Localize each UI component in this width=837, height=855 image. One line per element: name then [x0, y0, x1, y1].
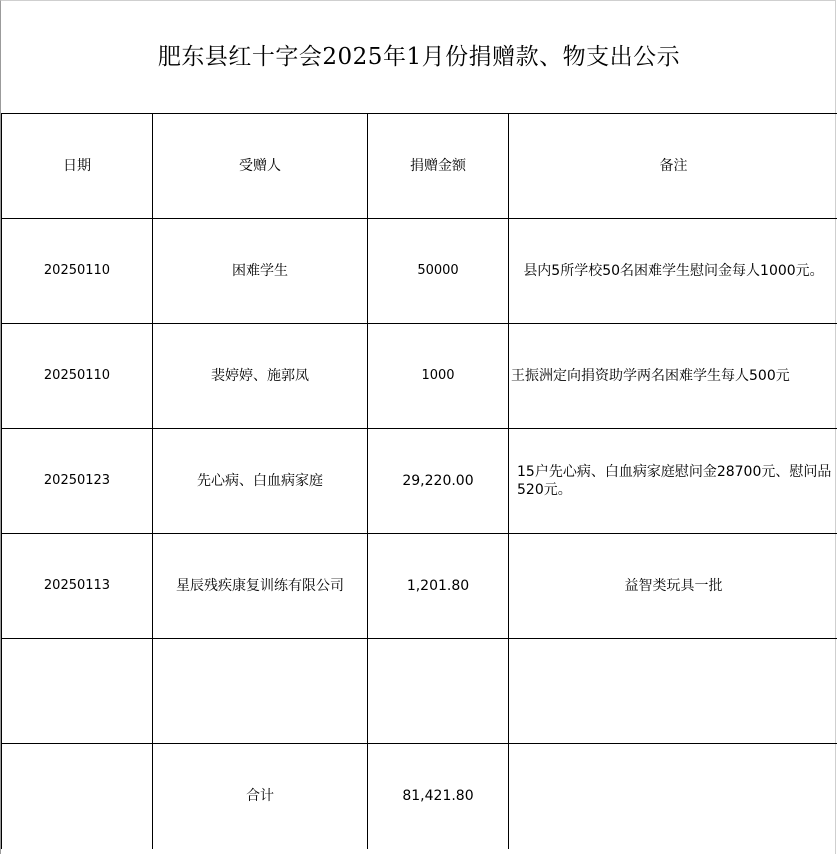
total-amount[interactable]: 81,421.80	[368, 744, 509, 849]
donation-table	[1, 113, 837, 849]
cell-note[interactable]: 县内5所学校50名困难学生慰问金每人1000元。	[509, 219, 837, 324]
cell-date[interactable]: 20250113	[2, 534, 153, 639]
total-label[interactable]: 合计	[153, 744, 368, 849]
cell-note[interactable]	[509, 639, 837, 744]
cell-amount[interactable]	[368, 639, 509, 744]
cell-note[interactable]: 王振洲定向捐资助学两名困难学生每人500元	[509, 324, 837, 429]
total-row	[2, 744, 837, 849]
total-empty-cell[interactable]	[2, 744, 153, 849]
cell-date[interactable]: 20250110	[2, 219, 153, 324]
cell-note[interactable]: 益智类玩具一批	[509, 534, 837, 639]
cell-recipient[interactable]: 星辰残疾康复训练有限公司	[153, 534, 368, 639]
cell-date[interactable]: 20250123	[2, 429, 153, 534]
table-row	[2, 219, 837, 324]
table-row	[2, 534, 837, 639]
header-amount[interactable]: 捐赠金额	[368, 114, 509, 219]
header-date[interactable]: 日期	[2, 114, 153, 219]
cell-date[interactable]	[2, 639, 153, 744]
cell-recipient[interactable]: 困难学生	[153, 219, 368, 324]
cell-note[interactable]: 15户先心病、白血病家庭慰问金28700元、慰问品520元。	[509, 429, 837, 534]
header-note[interactable]: 备注	[509, 114, 837, 219]
table-row	[2, 429, 837, 534]
cell-recipient[interactable]	[153, 639, 368, 744]
cell-amount[interactable]: 1,201.80	[368, 534, 509, 639]
table-row-empty	[2, 639, 837, 744]
cell-amount[interactable]: 1000	[368, 324, 509, 429]
table-row	[2, 324, 837, 429]
cell-recipient[interactable]: 先心病、白血病家庭	[153, 429, 368, 534]
total-note-cell[interactable]	[509, 744, 837, 849]
page-title: 肥东县红十字会2025年1月份捐赠款、物支出公示	[157, 43, 681, 70]
cell-recipient[interactable]: 裴婷婷、施郭凤	[153, 324, 368, 429]
table-header-row	[2, 114, 837, 219]
cell-amount[interactable]: 29,220.00	[368, 429, 509, 534]
cell-amount[interactable]: 50000	[368, 219, 509, 324]
header-recipient[interactable]: 受赠人	[153, 114, 368, 219]
cell-date[interactable]: 20250110	[2, 324, 153, 429]
